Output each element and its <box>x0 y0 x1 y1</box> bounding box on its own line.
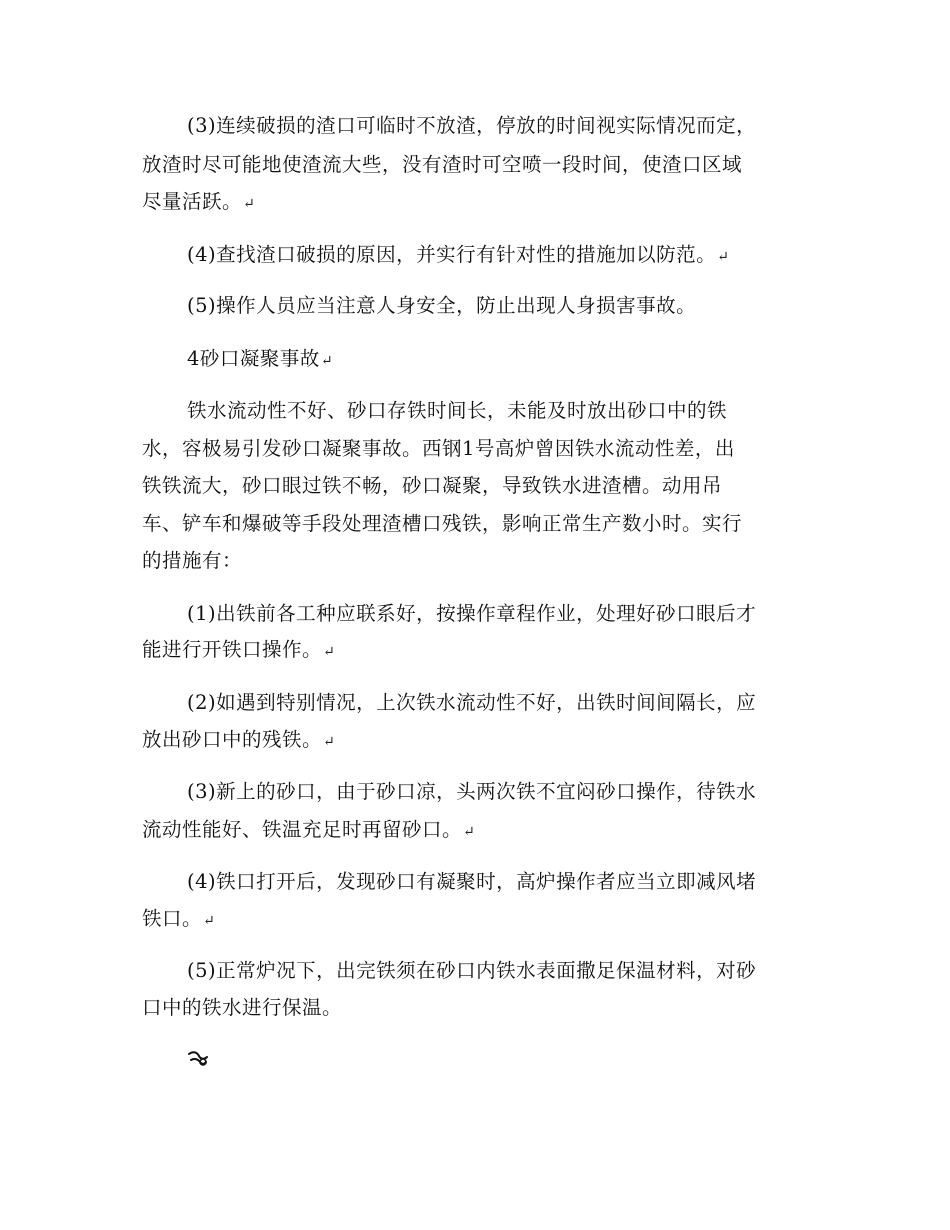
paragraph-5-line-3: 铁铁流大，砂口眼过铁不畅，砂口凝聚，导致铁水进渣槽。动用吊 <box>142 474 723 497</box>
paragraph-1-line-2: 放渣时尽可能地使渣流大些，没有渣时可空喷一段时间，使渣口区域 <box>142 153 743 176</box>
paragraph-mark: ↵ <box>323 644 335 660</box>
paragraph-5-line-2: 水，容极易引发砂口凝聚事故。西钢1号高炉曾因铁水流动性差，出 <box>142 437 735 460</box>
paragraph-3-line-1: (5)操作人员应当注意人身安全，防止出现人身损害事故。 <box>187 294 697 317</box>
paragraph-10-line-1: (5)正常炉况下，出完铁须在砂口内铁水表面撒足保温材料，对砂 <box>187 959 757 982</box>
paragraph-1-line-3: 尽量活跃。↵ <box>142 190 255 213</box>
paragraph-mark: ↵ <box>717 249 729 265</box>
paragraph-mark: ↵ <box>320 353 333 369</box>
paragraph-5-line-1: 铁水流动性不好、砂口存铁时间长，未能及时放出砂口中的铁 <box>187 399 728 422</box>
paragraph-8-line-2: 流动性能好、铁温充足时再留砂口。↵ <box>142 818 475 841</box>
paragraph-mark: ↵ <box>323 734 335 750</box>
paragraph-5-line-5: 的措施有： <box>142 549 243 572</box>
paragraph-mark: ↵ <box>243 196 255 212</box>
paragraph-9-line-1: (4)铁口打开后，发现砂口有凝聚时，高炉操作者应当立即减风堵 <box>187 870 757 893</box>
paragraph-7-line-2: 放出砂口中的残铁。↵ <box>142 728 335 751</box>
paragraph-6-line-1: (1)出铁前各工种应联系好，按操作章程作业，处理好砂口眼后才 <box>187 602 757 625</box>
paragraph-mark: ↵ <box>203 913 215 929</box>
paragraph-7-line-1: (2)如遇到特别情况，上次铁水流动性不好，出铁时间间隔长，应 <box>187 691 757 714</box>
paragraph-8-line-1: (3)新上的砂口，由于砂口凉，头两次铁不宜闷砂口操作，待铁水 <box>187 780 757 803</box>
paragraph-6-line-2: 能进行开铁口操作。↵ <box>142 638 335 661</box>
paragraph-2-line-1: (4)查找渣口破损的原因，并实行有针对性的措施加以防范。↵ <box>187 243 729 266</box>
decorative-ornament-icon <box>187 1050 209 1068</box>
section-heading: 4砂口凝聚事故↵ <box>187 347 333 370</box>
paragraph-10-line-2: 口中的铁水进行保温。 <box>142 996 343 1019</box>
paragraph-9-line-2: 铁口。↵ <box>142 907 215 930</box>
paragraph-5-line-4: 车、铲车和爆破等手段处理渣槽口残铁，影响正常生产数小时。实行 <box>142 512 743 535</box>
paragraph-1-line-1: (3)连续破损的渣口可临时不放渣，停放的时间视实际情况而定， <box>187 114 757 137</box>
paragraph-mark: ↵ <box>463 824 475 840</box>
